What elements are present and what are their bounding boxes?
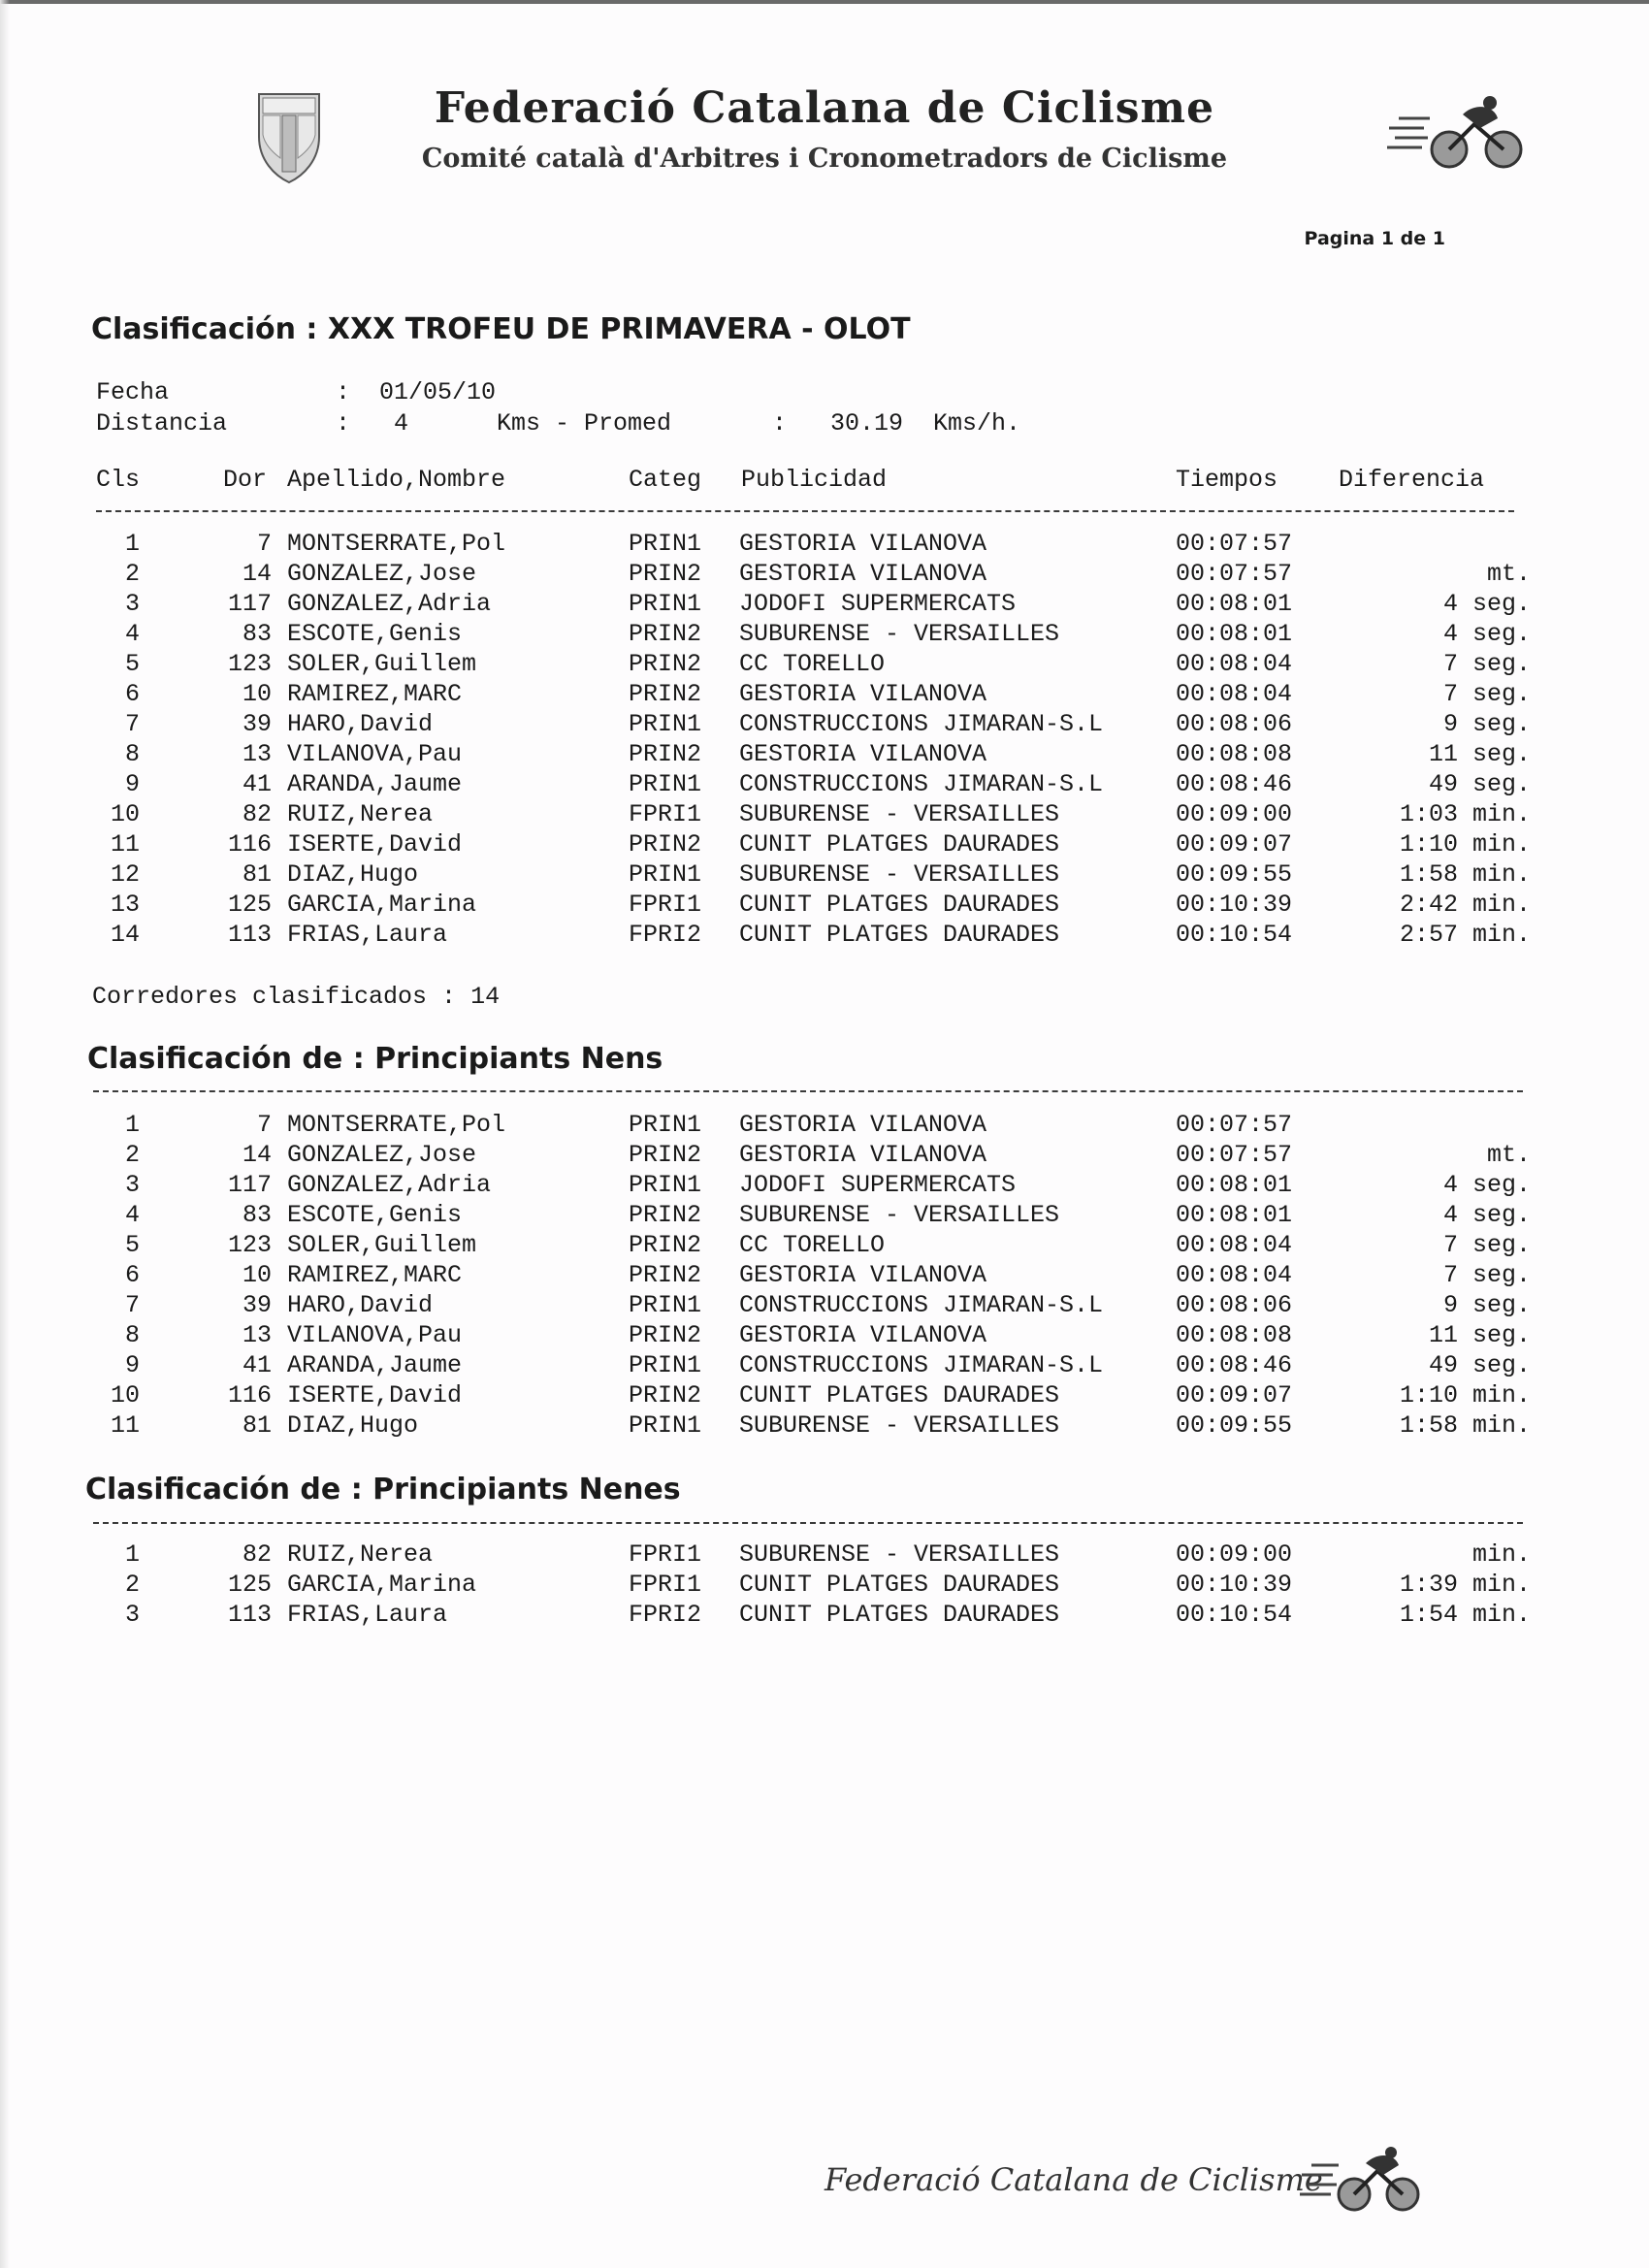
footer-federation-name: Federació Catalana de Ciclisme (824, 2161, 1323, 2198)
cell-time: 00:08:04 (1176, 1231, 1293, 1259)
table-row (0, 560, 1649, 590)
cell-rider-name: ESCOTE,Genis (287, 1201, 463, 1229)
cell-category: PRIN2 (629, 1261, 702, 1289)
cell-gap: 7 seg. (1442, 680, 1531, 708)
cell-gap: 2:57 min. (1399, 921, 1531, 949)
cell-category: PRIN1 (629, 770, 702, 798)
cell-rider-name: HARO,David (287, 710, 434, 738)
cell-category: FPRI1 (629, 891, 702, 919)
cell-team: GESTORIA VILANOVA (739, 680, 987, 708)
cell-gap: mt. (1486, 1141, 1531, 1169)
cell-gap: 1:58 min. (1399, 1411, 1531, 1440)
table-row (0, 1171, 1649, 1201)
fecha-row (0, 378, 1649, 407)
cell-category: PRIN1 (629, 1411, 702, 1440)
table-row (0, 1141, 1649, 1171)
cell-gap: 1:10 min. (1399, 1381, 1531, 1409)
cell-category: PRIN1 (629, 590, 702, 618)
cell-rider-name: HARO,David (287, 1291, 434, 1319)
cell-rider-name: GONZALEZ,Adria (287, 590, 492, 618)
cell-category: PRIN2 (629, 620, 702, 648)
cell-gap: 7 seg. (1442, 1231, 1531, 1259)
cell-position: 8 (124, 1321, 140, 1349)
cell-category: PRIN1 (629, 1171, 702, 1199)
cell-position: 3 (124, 1601, 140, 1629)
nenes-heading: Clasificación de : Principiants Nenes (85, 1473, 681, 1507)
cell-category: FPRI1 (629, 1571, 702, 1599)
cell-category: FPRI1 (629, 1540, 702, 1569)
table-row (0, 800, 1649, 830)
cell-gap: 4 seg. (1442, 620, 1531, 648)
cell-team: CONSTRUCCIONS JIMARAN-S.L (739, 710, 1104, 738)
cell-team: CUNIT PLATGES DAURADES (739, 1381, 1060, 1409)
cell-position: 2 (124, 1141, 140, 1169)
cell-position: 4 (124, 1201, 140, 1229)
cell-category: PRIN2 (629, 1381, 702, 1409)
cell-bib: 10 (242, 1261, 272, 1289)
page-number: Pagina 1 de 1 (1304, 228, 1445, 249)
cell-category: PRIN2 (629, 650, 702, 678)
cell-bib: 39 (242, 1291, 272, 1319)
col-diferencia: Diferencia (1339, 466, 1485, 494)
cell-rider-name: GONZALEZ,Jose (287, 560, 477, 588)
cell-team: GESTORIA VILANOVA (739, 1141, 987, 1169)
cell-gap: 11 seg. (1428, 1321, 1531, 1349)
cell-team: CUNIT PLATGES DAURADES (739, 830, 1060, 859)
cell-time: 00:07:57 (1176, 1141, 1293, 1169)
table-row (0, 710, 1649, 740)
cell-rider-name: RUIZ,Nerea (287, 1540, 434, 1569)
cell-bib: 123 (227, 1231, 272, 1259)
cell-rider-name: ESCOTE,Genis (287, 620, 463, 648)
cell-team: GESTORIA VILANOVA (739, 1261, 987, 1289)
cell-bib: 41 (242, 770, 272, 798)
divider (93, 1522, 1523, 1524)
cell-position: 7 (124, 710, 140, 738)
cell-category: PRIN2 (629, 1231, 702, 1259)
cell-position: 10 (110, 800, 140, 828)
cell-team: SUBURENSE - VERSAILLES (739, 800, 1060, 828)
cell-time: 00:08:06 (1176, 1291, 1293, 1319)
cell-time: 00:07:57 (1176, 1111, 1293, 1139)
cell-category: PRIN1 (629, 530, 702, 558)
cell-team: CONSTRUCCIONS JIMARAN-S.L (739, 770, 1104, 798)
cell-time: 00:08:46 (1176, 770, 1293, 798)
cell-team: CONSTRUCCIONS JIMARAN-S.L (739, 1351, 1104, 1379)
cell-category: PRIN2 (629, 1141, 702, 1169)
cell-rider-name: ISERTE,David (287, 1381, 463, 1409)
table-row (0, 1601, 1649, 1631)
cell-rider-name: SOLER,Guillem (287, 1231, 477, 1259)
cell-time: 00:08:04 (1176, 1261, 1293, 1289)
cell-time: 00:08:46 (1176, 1351, 1293, 1379)
cell-bib: 82 (242, 1540, 272, 1569)
cell-rider-name: RUIZ,Nerea (287, 800, 434, 828)
cell-team: GESTORIA VILANOVA (739, 1321, 987, 1349)
shield-icon (255, 90, 323, 185)
cell-category: FPRI2 (629, 921, 702, 949)
cell-position: 13 (110, 891, 140, 919)
cell-bib: 117 (227, 590, 272, 618)
cell-gap: 4 seg. (1442, 1171, 1531, 1199)
promed-value: : 30.19 (772, 409, 904, 437)
cell-time: 00:07:57 (1176, 530, 1293, 558)
cell-time: 00:09:00 (1176, 1540, 1293, 1569)
cell-bib: 81 (242, 860, 272, 889)
cell-rider-name: VILANOVA,Pau (287, 740, 463, 768)
cell-gap: 1:10 min. (1399, 830, 1531, 859)
cell-rider-name: ARANDA,Jaume (287, 1351, 463, 1379)
distancia-row (0, 409, 1649, 438)
cell-position: 11 (110, 1411, 140, 1440)
cell-bib: 83 (242, 620, 272, 648)
cell-team: SUBURENSE - VERSAILLES (739, 1540, 1060, 1569)
cell-team: CUNIT PLATGES DAURADES (739, 1571, 1060, 1599)
cell-time: 00:08:04 (1176, 680, 1293, 708)
table-row (0, 1111, 1649, 1141)
cell-gap: 9 seg. (1442, 1291, 1531, 1319)
table-row (0, 1351, 1649, 1381)
cell-bib: 7 (256, 1111, 272, 1139)
cell-bib: 125 (227, 891, 272, 919)
cell-category: FPRI2 (629, 1601, 702, 1629)
cell-category: PRIN2 (629, 680, 702, 708)
cell-team: JODOFI SUPERMERCATS (739, 590, 1017, 618)
cell-team: CC TORELLO (739, 1231, 886, 1259)
cell-team: GESTORIA VILANOVA (739, 740, 987, 768)
cell-category: PRIN1 (629, 1351, 702, 1379)
cell-bib: 113 (227, 1601, 272, 1629)
cell-position: 2 (124, 1571, 140, 1599)
table-row (0, 1411, 1649, 1442)
cell-time: 00:09:00 (1176, 800, 1293, 828)
cell-position: 8 (124, 740, 140, 768)
table-row (0, 860, 1649, 891)
cell-gap: 9 seg. (1442, 710, 1531, 738)
table-row (0, 530, 1649, 560)
cell-position: 6 (124, 680, 140, 708)
cell-time: 00:09:55 (1176, 860, 1293, 889)
cell-rider-name: GONZALEZ,Jose (287, 1141, 477, 1169)
cell-bib: 13 (242, 1321, 272, 1349)
table-header (0, 466, 1649, 497)
table-row (0, 620, 1649, 650)
cell-position: 5 (124, 1231, 140, 1259)
table-row (0, 740, 1649, 770)
cell-position: 1 (124, 1540, 140, 1569)
distancia-value: : 4 (336, 409, 409, 437)
cell-bib: 117 (227, 1171, 272, 1199)
cell-bib: 14 (242, 560, 272, 588)
table-row (0, 650, 1649, 680)
cell-position: 3 (124, 1171, 140, 1199)
table-row (0, 1291, 1649, 1321)
cell-bib: 81 (242, 1411, 272, 1440)
classified-count: Corredores clasificados : 14 (92, 983, 501, 1011)
cell-bib: 113 (227, 921, 272, 949)
col-name: Apellido,Nombre (287, 466, 506, 494)
cell-rider-name: RAMIREZ,MARC (287, 1261, 463, 1289)
cell-position: 3 (124, 590, 140, 618)
cell-category: PRIN1 (629, 710, 702, 738)
cell-team: CUNIT PLATGES DAURADES (739, 891, 1060, 919)
cell-bib: 41 (242, 1351, 272, 1379)
cell-position: 1 (124, 530, 140, 558)
cell-bib: 13 (242, 740, 272, 768)
table-row (0, 1571, 1649, 1601)
table-row (0, 1231, 1649, 1261)
cell-bib: 10 (242, 680, 272, 708)
cell-rider-name: DIAZ,Hugo (287, 1411, 419, 1440)
federation-title: Federació Catalana de Ciclisme (434, 83, 1215, 133)
cell-team: SUBURENSE - VERSAILLES (739, 860, 1060, 889)
kms-promed-label: Kms - Promed (497, 409, 672, 437)
table-row (0, 830, 1649, 860)
table-row (0, 1540, 1649, 1571)
general-table (0, 530, 1649, 951)
cell-rider-name: GARCIA,Marina (287, 1571, 477, 1599)
cell-category: PRIN1 (629, 1291, 702, 1319)
cell-gap: 1:54 min. (1399, 1601, 1531, 1629)
cell-rider-name: ISERTE,David (287, 830, 463, 859)
cell-gap: mt. (1486, 560, 1531, 588)
col-dor: Dor (223, 466, 268, 494)
cell-rider-name: DIAZ,Hugo (287, 860, 419, 889)
divider (93, 1090, 1523, 1092)
nens-heading: Clasificación de : Principiants Nens (87, 1042, 663, 1076)
nens-table (0, 1111, 1649, 1442)
cell-time: 00:09:07 (1176, 830, 1293, 859)
cell-gap: 11 seg. (1428, 740, 1531, 768)
cyclist-icon (1300, 2146, 1426, 2214)
cell-rider-name: SOLER,Guillem (287, 650, 477, 678)
cell-rider-name: MONTSERRATE,Pol (287, 1111, 506, 1139)
cell-rider-name: ARANDA,Jaume (287, 770, 463, 798)
cell-gap: 49 seg. (1428, 770, 1531, 798)
table-row (0, 770, 1649, 800)
nenes-table (0, 1540, 1649, 1631)
cell-team: CUNIT PLATGES DAURADES (739, 921, 1060, 949)
table-row (0, 1261, 1649, 1291)
cell-position: 9 (124, 1351, 140, 1379)
cell-category: PRIN1 (629, 1111, 702, 1139)
cell-time: 00:08:08 (1176, 1321, 1293, 1349)
col-tiempos: Tiempos (1176, 466, 1278, 494)
col-categ: Categ (629, 466, 702, 494)
cell-position: 9 (124, 770, 140, 798)
cell-rider-name: GONZALEZ,Adria (287, 1171, 492, 1199)
cell-team: GESTORIA VILANOVA (739, 530, 987, 558)
table-row (0, 1381, 1649, 1411)
fecha-label: Fecha (96, 378, 170, 406)
cell-bib: 125 (227, 1571, 272, 1599)
cell-gap: 4 seg. (1442, 590, 1531, 618)
cell-time: 00:10:54 (1176, 1601, 1293, 1629)
cell-gap: min. (1471, 1540, 1531, 1569)
federation-subtitle: Comité català d'Arbitres i Cronometradors de Ciclisme (421, 144, 1228, 174)
cell-team: SUBURENSE - VERSAILLES (739, 1201, 1060, 1229)
cell-team: JODOFI SUPERMERCATS (739, 1171, 1017, 1199)
table-row (0, 891, 1649, 921)
cell-time: 00:10:54 (1176, 921, 1293, 949)
cell-gap: 4 seg. (1442, 1201, 1531, 1229)
cell-position: 4 (124, 620, 140, 648)
cell-team: CC TORELLO (739, 650, 886, 678)
cell-team: GESTORIA VILANOVA (739, 1111, 987, 1139)
cell-position: 6 (124, 1261, 140, 1289)
cell-gap: 2:42 min. (1399, 891, 1531, 919)
cell-time: 00:08:01 (1176, 620, 1293, 648)
cell-bib: 83 (242, 1201, 272, 1229)
table-row (0, 680, 1649, 710)
fecha-value: : 01/05/10 (336, 378, 497, 406)
cell-rider-name: RAMIREZ,MARC (287, 680, 463, 708)
cell-time: 00:09:07 (1176, 1381, 1293, 1409)
cell-time: 00:07:57 (1176, 560, 1293, 588)
cell-gap: 1:39 min. (1399, 1571, 1531, 1599)
cell-time: 00:08:01 (1176, 1171, 1293, 1199)
cell-team: SUBURENSE - VERSAILLES (739, 1411, 1060, 1440)
cell-gap: 7 seg. (1442, 1261, 1531, 1289)
table-row (0, 1321, 1649, 1351)
cell-rider-name: FRIAS,Laura (287, 921, 448, 949)
cell-position: 11 (110, 830, 140, 859)
cell-bib: 116 (227, 1381, 272, 1409)
cell-bib: 116 (227, 830, 272, 859)
scan-top-edge (0, 0, 1649, 4)
cell-time: 00:10:39 (1176, 1571, 1293, 1599)
divider (96, 510, 1514, 512)
race-heading: Clasificación : XXX TROFEU DE PRIMAVERA - OLOT (91, 312, 911, 346)
cell-position: 7 (124, 1291, 140, 1319)
cell-time: 00:08:01 (1176, 590, 1293, 618)
cell-rider-name: FRIAS,Laura (287, 1601, 448, 1629)
cell-position: 1 (124, 1111, 140, 1139)
cell-category: PRIN2 (629, 830, 702, 859)
kmsh-unit: Kms/h. (933, 409, 1021, 437)
table-row (0, 1201, 1649, 1231)
cell-category: FPRI1 (629, 800, 702, 828)
cyclist-icon (1385, 95, 1531, 173)
cell-bib: 123 (227, 650, 272, 678)
cell-category: PRIN2 (629, 1201, 702, 1229)
cell-team: CUNIT PLATGES DAURADES (739, 1601, 1060, 1629)
cell-team: CONSTRUCCIONS JIMARAN-S.L (739, 1291, 1104, 1319)
cell-rider-name: VILANOVA,Pau (287, 1321, 463, 1349)
table-row (0, 590, 1649, 620)
cell-time: 00:08:08 (1176, 740, 1293, 768)
cell-bib: 14 (242, 1141, 272, 1169)
cell-bib: 7 (256, 530, 272, 558)
cell-category: PRIN2 (629, 740, 702, 768)
cell-rider-name: MONTSERRATE,Pol (287, 530, 506, 558)
cell-gap: 1:58 min. (1399, 860, 1531, 889)
cell-position: 14 (110, 921, 140, 949)
cell-gap: 7 seg. (1442, 650, 1531, 678)
cell-rider-name: GARCIA,Marina (287, 891, 477, 919)
table-row (0, 921, 1649, 951)
cell-bib: 39 (242, 710, 272, 738)
cell-category: PRIN2 (629, 1321, 702, 1349)
cell-time: 00:08:04 (1176, 650, 1293, 678)
cell-bib: 82 (242, 800, 272, 828)
cell-gap: 49 seg. (1428, 1351, 1531, 1379)
col-cls: Cls (96, 466, 141, 494)
distancia-label: Distancia (96, 409, 228, 437)
cell-position: 2 (124, 560, 140, 588)
cell-category: PRIN1 (629, 860, 702, 889)
cell-category: PRIN2 (629, 560, 702, 588)
col-publicidad: Publicidad (741, 466, 888, 494)
cell-position: 10 (110, 1381, 140, 1409)
cell-time: 00:10:39 (1176, 891, 1293, 919)
cell-time: 00:08:01 (1176, 1201, 1293, 1229)
cell-position: 5 (124, 650, 140, 678)
cell-team: SUBURENSE - VERSAILLES (739, 620, 1060, 648)
cell-time: 00:08:06 (1176, 710, 1293, 738)
cell-team: GESTORIA VILANOVA (739, 560, 987, 588)
cell-position: 12 (110, 860, 140, 889)
cell-gap: 1:03 min. (1399, 800, 1531, 828)
cell-time: 00:09:55 (1176, 1411, 1293, 1440)
